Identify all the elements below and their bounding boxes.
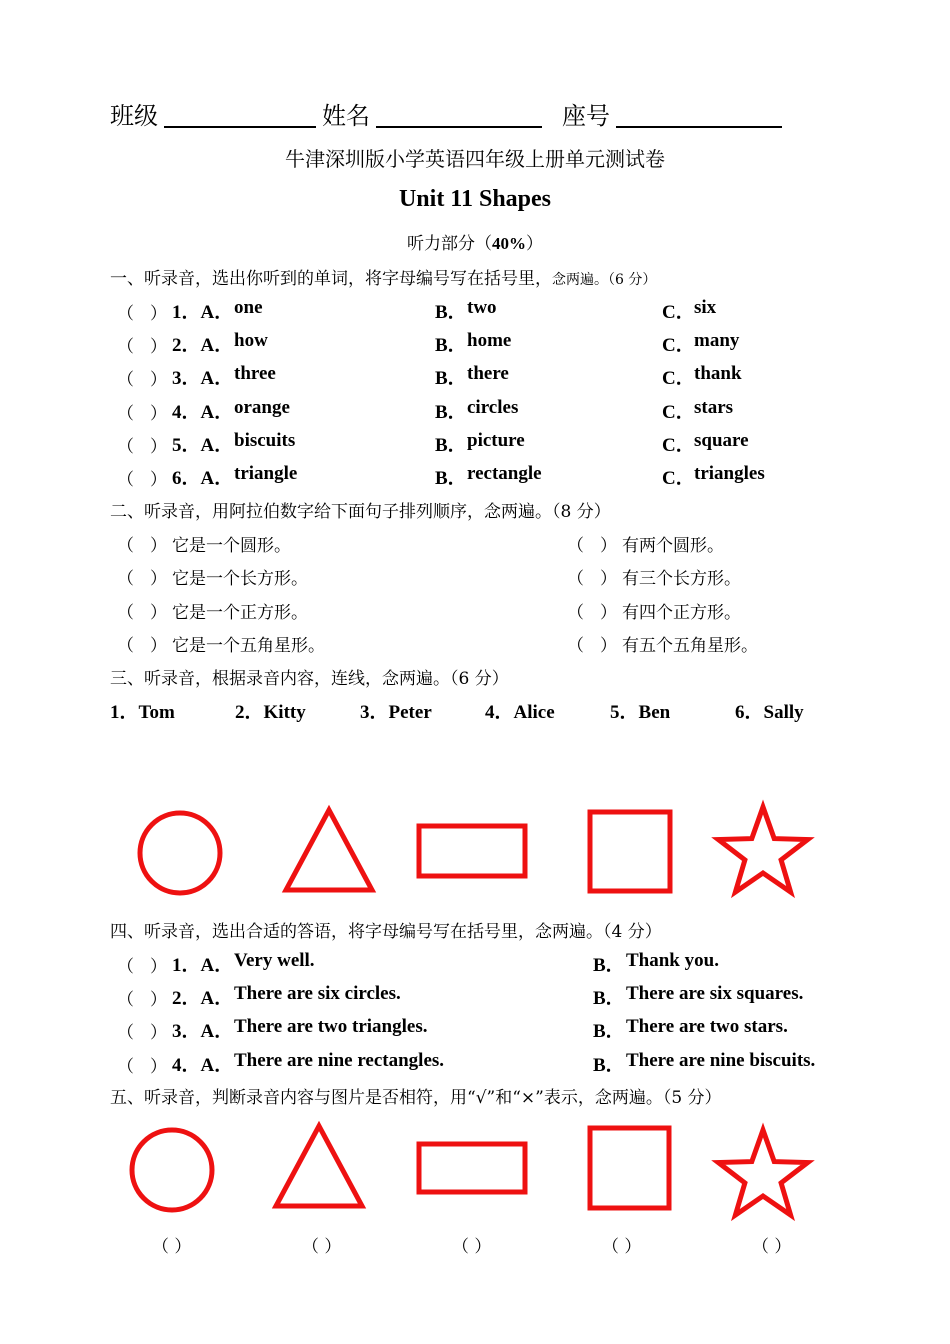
option-b: There are two stars. [626, 1016, 788, 1038]
option-b: There are six squares. [626, 983, 804, 1005]
circle-icon [132, 1130, 212, 1210]
option-b: There are nine biscuits. [626, 1049, 816, 1071]
option-b: Thank you. [626, 950, 719, 971]
name-number: 1． [110, 702, 139, 723]
answer-paren-close: ） [150, 635, 167, 656]
option-a: orange [234, 396, 290, 418]
name-text: Alice [513, 702, 555, 723]
option-c-label: C． [662, 335, 695, 357]
option-c: many [694, 330, 740, 352]
name-text: Sally [763, 702, 804, 723]
option-c-label: C． [662, 302, 695, 323]
answer-paren-open[interactable]: （ [117, 304, 134, 324]
answer-paren-close: ） [150, 990, 167, 1011]
option-b: two [467, 297, 497, 318]
section5-title: 五、听录音，判断录音内容与图片是否相符，用“√”和“×”表示，念两遍。（5 分） [110, 1088, 722, 1108]
question-number: 4．A． [172, 1054, 234, 1076]
option-b-label: B． [593, 1054, 625, 1076]
section4-title: 四、听录音，选出合适的答语，将字母编号写在括号里，念两遍。（4 分） [110, 922, 662, 942]
option-b: circles [467, 396, 519, 418]
answer-paren[interactable]: （ ） [602, 1237, 642, 1257]
question-number: 1．A． [172, 955, 234, 976]
answer-paren-open[interactable]: （ [567, 602, 584, 623]
option-b-label: B． [593, 988, 625, 1010]
option-b: picture [467, 429, 525, 451]
listening-label: 听力部分（40%） [407, 234, 543, 254]
answer-paren-open[interactable]: （ [117, 635, 134, 656]
option-c-label: C． [662, 434, 695, 456]
sentence-left: 它是一个长方形。 [172, 569, 308, 590]
question-number: 6．A． [172, 468, 234, 489]
option-c: thank [694, 363, 742, 385]
answer-paren-open[interactable]: （ [117, 957, 134, 977]
seat-label: 座号 [562, 102, 610, 130]
triangle-icon [286, 810, 372, 890]
answer-paren-close: ） [150, 1023, 167, 1044]
section2-title: 二、听录音，用阿拉伯数字给下面句子排列顺序，念两遍。（8 分） [110, 502, 611, 522]
option-b: there [467, 363, 509, 385]
sentence-left: 它是一个圆形。 [172, 536, 291, 556]
answer-paren-close: ） [150, 304, 167, 324]
question-number: 1．A． [172, 302, 234, 323]
answer-paren-open[interactable]: （ [117, 337, 134, 358]
name-field[interactable] [376, 100, 542, 128]
option-c-label: C． [662, 468, 695, 489]
answer-paren-close: ） [150, 536, 167, 556]
option-a: triangle [234, 463, 298, 484]
answer-paren-open[interactable]: （ [567, 635, 584, 656]
answer-paren-close: ） [600, 635, 617, 656]
name-text: Peter [388, 702, 432, 723]
answer-paren-open[interactable]: （ [117, 403, 134, 424]
sentence-right: 有四个正方形。 [622, 602, 741, 623]
unit-title: Unit 11 Shapes [398, 186, 552, 212]
answer-paren-close: ） [150, 403, 167, 424]
seat-field[interactable] [616, 100, 782, 128]
answer-paren[interactable]: （ ） [302, 1237, 342, 1257]
sentence-left: 它是一个正方形。 [172, 602, 308, 623]
answer-paren-open[interactable]: （ [117, 370, 134, 391]
class-label: 班级 [110, 102, 158, 130]
name-number: 3． [360, 702, 389, 723]
name-number: 4． [485, 702, 514, 723]
question-number: 2．A． [172, 335, 234, 357]
question-number: 3．A． [172, 1021, 234, 1043]
answer-paren-close: ） [600, 569, 617, 590]
question-number: 5．A． [172, 434, 234, 456]
answer-paren-open[interactable]: （ [117, 536, 134, 556]
option-b: rectangle [467, 463, 542, 484]
answer-paren-close: ） [150, 957, 167, 977]
sentence-right: 有五个五角星形。 [622, 635, 758, 656]
name-number: 6． [735, 702, 764, 723]
option-c: stars [694, 396, 734, 418]
answer-paren-open[interactable]: （ [117, 990, 134, 1011]
name-number: 2． [235, 702, 264, 723]
student-name [110, 697, 175, 724]
sentence-right: 有两个圆形。 [622, 536, 724, 556]
page-title: 牛津深圳版小学英语四年级上册单元测试卷 [285, 147, 665, 171]
answer-paren-close: ） [150, 1056, 167, 1077]
option-a: one [234, 297, 263, 318]
option-b-label: B． [435, 302, 467, 323]
student-name [360, 697, 432, 724]
answer-paren-close: ） [150, 569, 167, 590]
option-a: how [234, 330, 268, 352]
option-a: Very well. [234, 950, 315, 971]
student-info-line [110, 96, 788, 131]
option-c-label: C． [662, 368, 695, 390]
name-label: 姓名 [322, 102, 370, 130]
rectangle-icon [419, 1144, 525, 1192]
option-a: There are nine rectangles. [234, 1049, 445, 1071]
option-a: three [234, 363, 276, 385]
star-icon [718, 807, 807, 892]
answer-paren[interactable]: （ ） [152, 1237, 192, 1257]
answer-paren-open[interactable]: （ [117, 470, 134, 490]
option-b-label: B． [435, 468, 467, 489]
question-number: 3．A． [172, 368, 234, 390]
option-b: home [467, 330, 512, 352]
option-c: six [694, 297, 717, 318]
answer-paren[interactable]: （ ） [452, 1237, 492, 1257]
square-icon [590, 1128, 669, 1208]
answer-paren-open[interactable]: （ [567, 536, 584, 556]
option-b-label: B． [435, 434, 467, 456]
question-number: 2．A． [172, 988, 234, 1010]
circle-icon [140, 813, 220, 893]
answer-paren-close: ） [150, 602, 167, 623]
option-b-label: B． [593, 1021, 625, 1043]
class-field[interactable] [164, 100, 316, 128]
answer-paren-close: ） [150, 470, 167, 490]
student-name [235, 697, 306, 724]
sentence-left: 它是一个五角星形。 [172, 635, 325, 656]
section3-shapes [0, 800, 950, 910]
answer-paren-open[interactable]: （ [117, 436, 134, 457]
option-c: triangles [694, 463, 765, 484]
answer-paren-open[interactable]: （ [117, 1023, 134, 1044]
option-a: There are six circles. [234, 983, 401, 1005]
question-number: 4．A． [172, 401, 234, 423]
answer-paren-open[interactable]: （ [117, 569, 134, 590]
section5-shapes [0, 1120, 950, 1220]
name-text: Kitty [263, 702, 306, 723]
answer-paren-close: ） [150, 370, 167, 391]
student-name [485, 697, 555, 724]
name-text: Tom [138, 702, 175, 723]
rectangle-icon [419, 826, 525, 876]
answer-paren-close: ） [150, 337, 167, 358]
section3-title: 三、听录音，根据录音内容，连线，念两遍。（6 分） [110, 669, 509, 689]
option-b-label: B． [435, 335, 467, 357]
student-name [610, 697, 670, 724]
answer-paren-close: ） [600, 602, 617, 623]
option-c-label: C． [662, 401, 695, 423]
answer-paren-open[interactable]: （ [117, 1056, 134, 1077]
name-number: 5． [610, 702, 639, 723]
option-c: square [694, 429, 749, 451]
answer-paren[interactable]: （ ） [752, 1237, 792, 1257]
sentence-right: 有三个长方形。 [622, 569, 741, 590]
option-a: biscuits [234, 429, 296, 451]
student-name [735, 697, 804, 724]
square-icon [590, 812, 670, 891]
name-text: Ben [638, 702, 671, 723]
answer-paren-open[interactable]: （ [567, 569, 584, 590]
option-b-label: B． [593, 955, 625, 976]
star-icon [718, 1130, 807, 1215]
section1-title: 一、听录音，选出你听到的单词，将字母编号写在括号里，念两遍。（6 分） [110, 269, 657, 289]
answer-paren-close: ） [600, 536, 617, 556]
option-b-label: B． [435, 401, 467, 423]
answer-paren-open[interactable]: （ [117, 602, 134, 623]
option-a: There are two triangles. [234, 1016, 428, 1038]
triangle-icon [276, 1126, 362, 1206]
option-b-label: B． [435, 368, 467, 390]
answer-paren-close: ） [150, 436, 167, 457]
